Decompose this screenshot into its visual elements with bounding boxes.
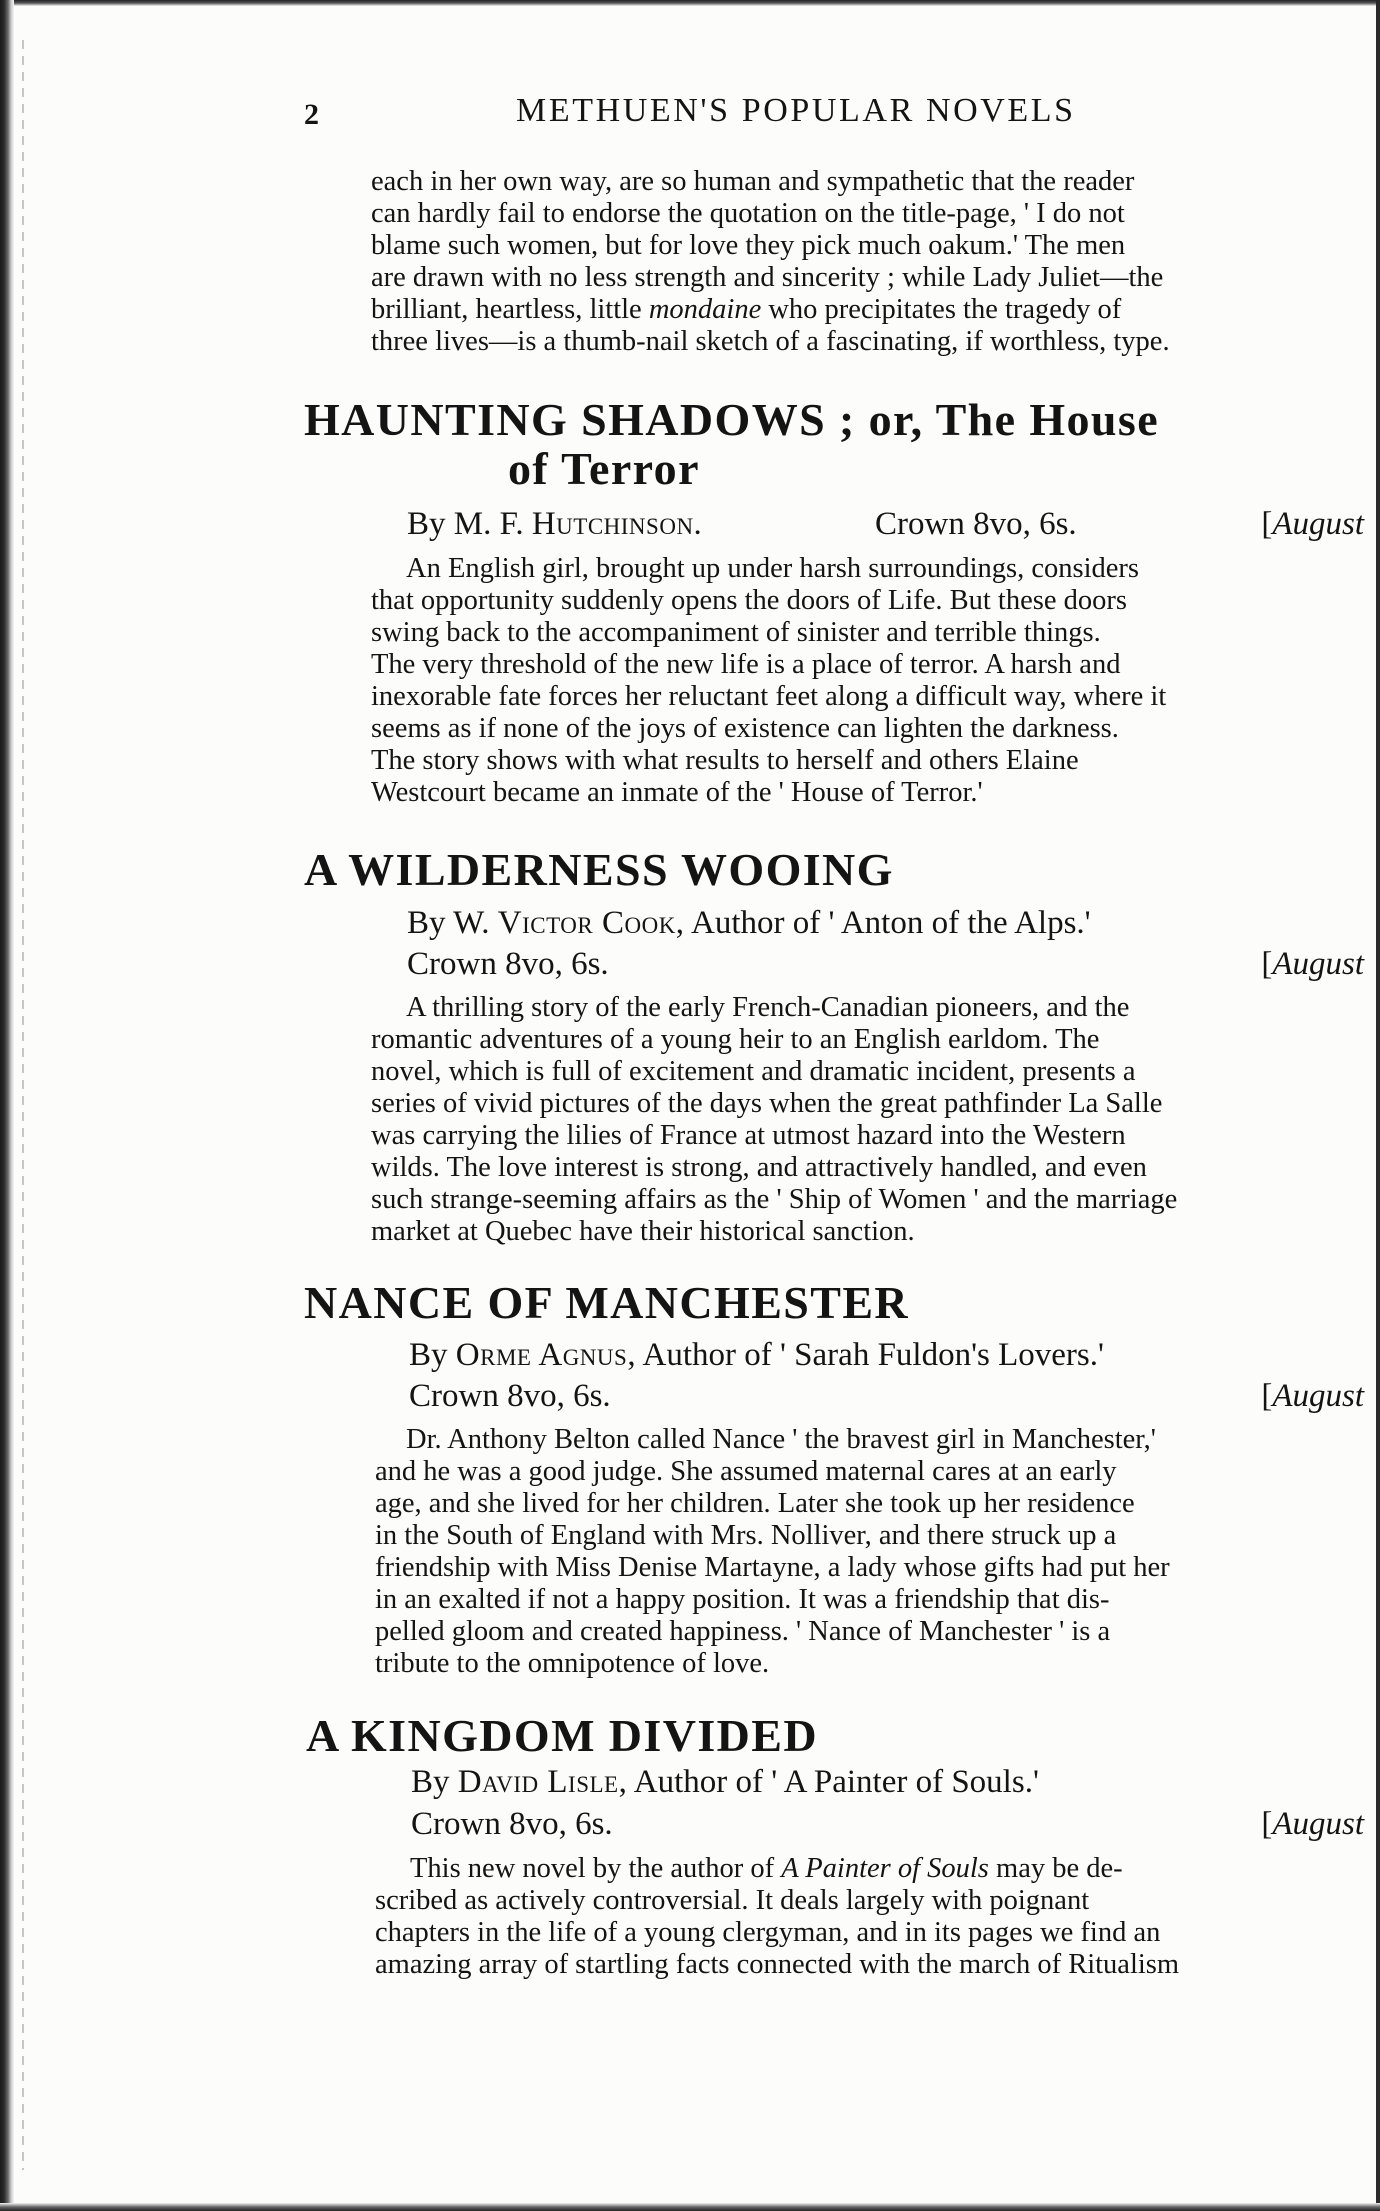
publication-date bbox=[1261, 504, 1364, 544]
scan-bottom-edge bbox=[0, 2203, 1380, 2211]
text-line: scribed as actively controversial. It deals largely with poignant bbox=[375, 1885, 1090, 1916]
text-line: inexorable fate forces her reluctant feet along a difficult way, where it bbox=[371, 681, 1167, 712]
text-line: that opportunity suddenly opens the doors of Life. But these doors bbox=[371, 585, 1127, 616]
novel-title-continued: of Terror bbox=[508, 443, 700, 494]
text-line: in the South of England with Mrs. Nolliver, and there struck up a bbox=[375, 1520, 1117, 1551]
publication-date bbox=[1261, 1804, 1364, 1844]
month: August bbox=[1272, 506, 1364, 542]
novel-title: A KINGDOM DIVIDED bbox=[306, 1710, 818, 1761]
byline bbox=[407, 504, 1364, 544]
text-line: amazing array of startling facts connected with the march of Ritualism bbox=[375, 1949, 1180, 1980]
binding-edge bbox=[0, 0, 14, 2211]
month: August bbox=[1272, 1806, 1364, 1842]
publication-date bbox=[1261, 944, 1364, 984]
edition-price: Crown 8vo, 6s. bbox=[407, 946, 609, 982]
author-credit: Author of ' Anton of the Alps.' bbox=[684, 905, 1091, 941]
italic-book-title: A Painter of Souls bbox=[781, 1853, 989, 1884]
bracket: [ bbox=[1261, 1806, 1273, 1842]
text-line: chapters in the life of a young clergyman, and in its pages we find an bbox=[375, 1917, 1161, 1948]
text-line: and he was a good judge. She assumed maternal cares at an early bbox=[375, 1456, 1117, 1487]
novel-title: NANCE OF MANCHESTER bbox=[304, 1277, 910, 1328]
italic-word: mondaine bbox=[648, 294, 762, 325]
text-line: swing back to the accompaniment of sinister and terrible things. bbox=[371, 617, 1101, 648]
text-line: tribute to the omnipotence of love. bbox=[375, 1648, 770, 1679]
byline-prefix: By bbox=[409, 1337, 456, 1373]
text-line bbox=[371, 294, 1359, 326]
author-credit: Author of ' Sarah Fuldon's Lovers.' bbox=[636, 1337, 1104, 1373]
text-line: friendship with Miss Denise Martayne, a lady whose gifts had put her bbox=[375, 1552, 1170, 1583]
text-line: blame such women, but for love they pick much oakum.' The men bbox=[371, 230, 1126, 261]
author-credit: Author of ' A Painter of Souls.' bbox=[627, 1764, 1039, 1800]
text-line: Dr. Anthony Belton called Nance ' the bravest girl in Manchester,' bbox=[406, 1424, 1156, 1455]
scan-right-edge bbox=[1376, 0, 1380, 2211]
byline-prefix: By bbox=[411, 1764, 458, 1800]
text-line: three lives—is a thumb-nail sketch of a fascinating, if worthless, type. bbox=[371, 326, 1170, 357]
text-line: romantic adventures of a young heir to an English earldom. The bbox=[371, 1024, 1100, 1055]
running-head bbox=[304, 92, 1364, 136]
text-line: was carrying the lilies of France at utmost hazard into the Western bbox=[371, 1120, 1126, 1151]
text-line: such strange-seeming affairs as the ' Ship of Women ' and the marriage bbox=[371, 1184, 1178, 1215]
text-line: series of vivid pictures of the days when the great pathfinder La Salle bbox=[371, 1088, 1163, 1119]
text-segment: may be de- bbox=[988, 1853, 1123, 1884]
running-title: METHUEN'S POPULAR NOVELS bbox=[516, 92, 1076, 129]
month: August bbox=[1272, 946, 1364, 982]
byline bbox=[407, 903, 1364, 943]
text-segment: who precipitates the tragedy of bbox=[761, 294, 1122, 325]
text-segment: This new novel by the author of bbox=[410, 1853, 782, 1884]
text-line: An English girl, brought up under harsh surroundings, considers bbox=[406, 553, 1139, 584]
author-name: Hutchinson. bbox=[531, 506, 703, 542]
author-name: Orme Agnus, bbox=[455, 1337, 637, 1373]
bracket: [ bbox=[1261, 506, 1273, 542]
byline-prefix: By M. F. bbox=[407, 506, 532, 542]
text-line: seems as if none of the joys of existence can lighten the darkness. bbox=[371, 713, 1119, 744]
byline bbox=[409, 1335, 1364, 1375]
author-name: Victor Cook, bbox=[497, 905, 685, 941]
month: August bbox=[1272, 1378, 1364, 1414]
page-number: 2 bbox=[304, 98, 319, 131]
text-line: can hardly fail to endorse the quotation on the title-page, ' I do not bbox=[371, 198, 1125, 229]
text-line: pelled gloom and created happiness. ' Nance of Manchester ' is a bbox=[375, 1616, 1111, 1647]
gutter-stitching bbox=[22, 40, 24, 2170]
text-segment: brilliant, heartless, little bbox=[371, 294, 649, 325]
edition-price: Crown 8vo, 6s. bbox=[411, 1806, 613, 1842]
text-line: novel, which is full of excitement and dramatic incident, presents a bbox=[371, 1056, 1136, 1087]
bracket: [ bbox=[1261, 946, 1273, 982]
author-name: David Lisle, bbox=[457, 1764, 628, 1800]
text-line: Westcourt became an inmate of the ' House of Terror.' bbox=[371, 777, 983, 808]
text-line: in an exalted if not a happy position. It was a friendship that dis- bbox=[375, 1584, 1110, 1615]
text-line: each in her own way, are so human and sympathetic that the reader bbox=[371, 166, 1135, 197]
text-line: The very threshold of the new life is a place of terror. A harsh and bbox=[371, 649, 1121, 680]
byline bbox=[411, 1762, 1364, 1802]
novel-title: HAUNTING SHADOWS ; or, The House bbox=[304, 394, 1160, 445]
text-line: age, and she lived for her children. Later she took up her residence bbox=[375, 1488, 1135, 1519]
text-line: market at Quebec have their historical sanction. bbox=[371, 1216, 915, 1247]
text-line: are drawn with no less strength and sincerity ; while Lady Juliet—the bbox=[371, 262, 1164, 293]
text-line: wilds. The love interest is strong, and attractively handled, and even bbox=[371, 1152, 1147, 1183]
text-line: A thrilling story of the early French-Canadian pioneers, and the bbox=[406, 992, 1130, 1023]
byline-prefix: By W. bbox=[407, 905, 498, 941]
text-line: The story shows with what results to herself and others Elaine bbox=[371, 745, 1079, 776]
novel-title: A WILDERNESS WOOING bbox=[304, 844, 894, 895]
text-line bbox=[375, 1853, 1359, 1885]
bracket: [ bbox=[1261, 1378, 1273, 1414]
scan-top-edge bbox=[0, 0, 1380, 6]
edition-price: Crown 8vo, 6s. bbox=[875, 506, 1077, 542]
publication-date bbox=[1261, 1376, 1364, 1416]
edition-price: Crown 8vo, 6s. bbox=[409, 1378, 611, 1414]
